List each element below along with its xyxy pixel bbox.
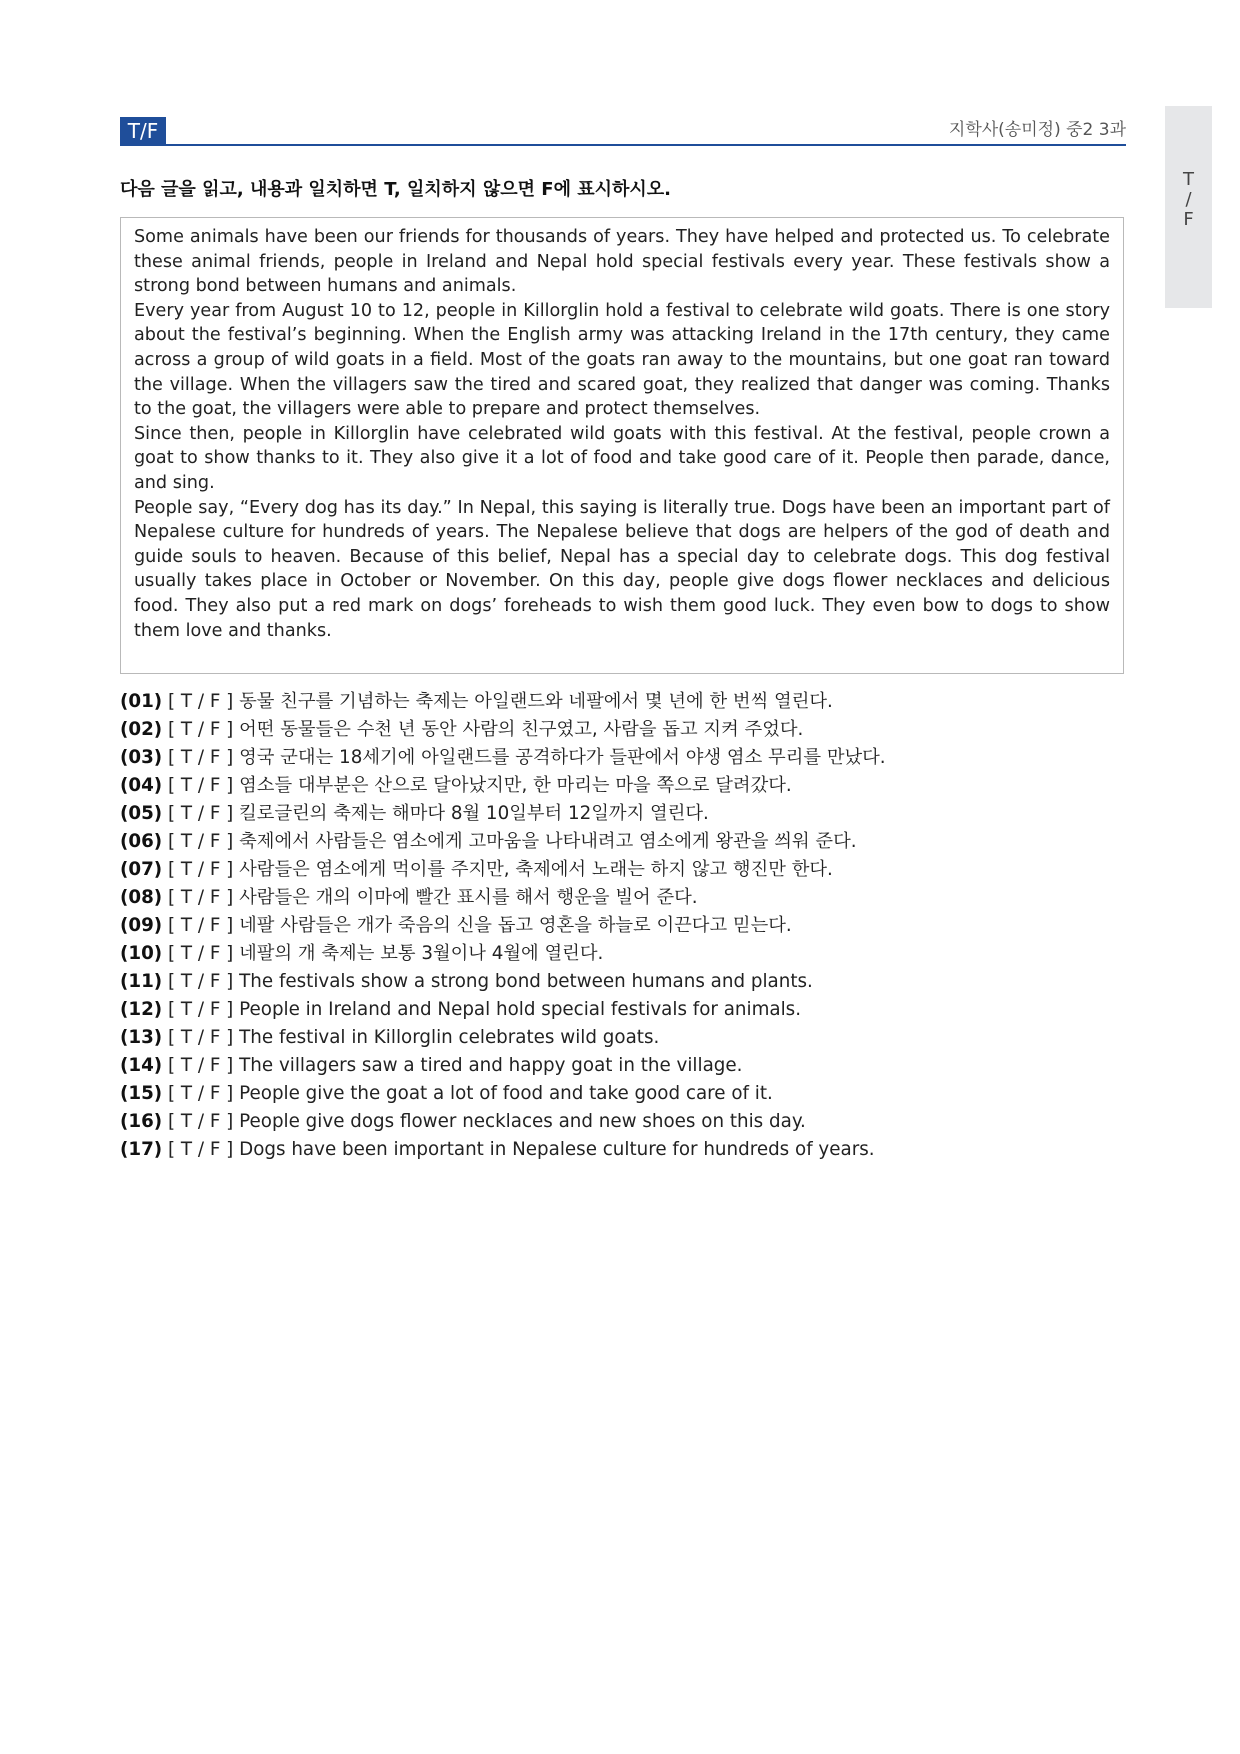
statement-item [120, 688, 1130, 716]
statement-number: (09) [120, 915, 163, 936]
statement-list [120, 688, 1130, 1164]
section-badge: T/F [120, 117, 166, 145]
tf-choice[interactable]: [ T / F ] [167, 1027, 234, 1048]
tf-choice[interactable]: [ T / F ] [167, 747, 234, 768]
statement-text: 축제에서 사람들은 염소에게 고마움을 나타내려고 염소에게 왕관을 씌워 준다. [239, 831, 857, 852]
statement-item [120, 884, 1130, 912]
statement-text: 동물 친구를 기념하는 축제는 아일랜드와 네팔에서 몇 년에 한 번씩 열린다. [239, 691, 833, 712]
instruction-text: 다음 글을 읽고, 내용과 일치하면 T, 일치하지 않으면 F에 표시하시오. [120, 179, 672, 200]
statement-number: (15) [120, 1083, 163, 1104]
tf-choice[interactable]: [ T / F ] [167, 691, 234, 712]
statement-number: (07) [120, 859, 163, 880]
tf-choice[interactable]: [ T / F ] [167, 887, 234, 908]
statement-number: (03) [120, 747, 163, 768]
side-tab-letter: / [1185, 189, 1192, 210]
statement-number: (08) [120, 887, 163, 908]
side-tab-letter: F [1183, 209, 1194, 230]
statement-item [120, 940, 1130, 968]
statement-item [120, 1052, 1130, 1080]
header-divider [120, 144, 1126, 146]
statement-text: 어떤 동물들은 수천 년 동안 사람의 친구였고, 사람을 돕고 지켜 주었다. [239, 719, 804, 740]
statement-text: Dogs have been important in Nepalese culture for hundreds of years. [239, 1139, 875, 1160]
tf-choice[interactable]: [ T / F ] [167, 719, 234, 740]
statement-item [120, 716, 1130, 744]
statement-text: 네팔의 개 축제는 보통 3월이나 4월에 열린다. [239, 943, 604, 964]
statement-item [120, 912, 1130, 940]
statement-number: (06) [120, 831, 163, 852]
statement-item [120, 800, 1130, 828]
statement-number: (14) [120, 1055, 163, 1076]
statement-number: (13) [120, 1027, 163, 1048]
statement-number: (16) [120, 1111, 163, 1132]
statement-item [120, 968, 1130, 996]
tf-choice[interactable]: [ T / F ] [167, 803, 234, 824]
statement-text: 영국 군대는 18세기에 아일랜드를 공격하다가 들판에서 야생 염소 무리를 만났다. [239, 747, 886, 768]
statement-item [120, 1136, 1130, 1164]
passage-paragraph: Every year from August 10 to 12, people in Killorglin hold a festival to celebrate wild goats. There is one story about the festival’s beginning. When the English army was attacking Ireland in the 17th century, they came across a group of wild goats in a field. Most of the goats ran away to the mountains, but one goat ran toward the village. When the villagers saw the tired and scared goat, they realized that danger was coming. Thanks to the goat, the villagers were able to prepare and protect themselves. [134, 300, 1110, 420]
statement-text: 사람들은 염소에게 먹이를 주지만, 축제에서 노래는 하지 않고 행진만 한다. [239, 859, 833, 880]
statement-text: 네팔 사람들은 개가 죽음의 신을 돕고 영혼을 하늘로 이끈다고 믿는다. [239, 915, 792, 936]
passage-paragraph: People say, “Every dog has its day.” In Nepal, this saying is literally true. Dogs have been an important part of Nepalese culture for hundreds of years. The Nepalese believe that dogs are helpers of the god of death and guide souls to heaven. Because of this belief, Nepal has a special day to celebrate dogs. This dog festival usually takes place in October or November. On this day, people give dogs flower necklaces and delicious food. They also put a red mark on dogs’ foreheads to wish them good luck. They even bow to dogs to show them love and thanks. [134, 497, 1110, 641]
statement-text: People give the goat a lot of food and take good care of it. [239, 1083, 773, 1104]
statement-number: (17) [120, 1139, 163, 1160]
statement-item [120, 744, 1130, 772]
statement-item [120, 1108, 1130, 1136]
statement-number: (12) [120, 999, 163, 1020]
statement-text: 염소들 대부분은 산으로 달아났지만, 한 마리는 마을 쪽으로 달려갔다. [239, 775, 792, 796]
tf-choice[interactable]: [ T / F ] [167, 775, 234, 796]
tf-choice[interactable]: [ T / F ] [167, 1055, 234, 1076]
tf-choice[interactable]: [ T / F ] [167, 999, 234, 1020]
statement-item [120, 1024, 1130, 1052]
passage-paragraph: Since then, people in Killorglin have celebrated wild goats with this festival. At the festival, people crown a goat to show thanks to it. They also give it a lot of food and take good care of it. People then parade, dance, and sing. [134, 423, 1110, 493]
tf-choice[interactable]: [ T / F ] [167, 1139, 234, 1160]
statement-text: People give dogs flower necklaces and new shoes on this day. [239, 1111, 806, 1132]
statement-text: 사람들은 개의 이마에 빨간 표시를 해서 행운을 빌어 준다. [239, 887, 698, 908]
tf-choice[interactable]: [ T / F ] [167, 1083, 234, 1104]
tf-choice[interactable]: [ T / F ] [167, 859, 234, 880]
side-index-tab [1165, 106, 1212, 308]
statement-number: (02) [120, 719, 163, 740]
statement-item [120, 772, 1130, 800]
statement-item [120, 1080, 1130, 1108]
statement-number: (05) [120, 803, 163, 824]
passage-paragraph: Some animals have been our friends for thousands of years. They have helped and protected us. To celebrate these animal friends, people in Ireland and Nepal hold special festivals every year. These festivals show a strong bond between humans and animals. [134, 227, 1110, 297]
document-reference: 지학사(송미정) 중2 3과 [948, 120, 1126, 140]
statement-text: The festival in Killorglin celebrates wild goats. [239, 1027, 660, 1048]
statement-text: People in Ireland and Nepal hold special festivals for animals. [239, 999, 802, 1020]
statement-number: (04) [120, 775, 163, 796]
statement-item [120, 828, 1130, 856]
tf-choice[interactable]: [ T / F ] [167, 831, 234, 852]
tf-choice[interactable]: [ T / F ] [167, 915, 234, 936]
statement-number: (11) [120, 971, 163, 992]
statement-number: (10) [120, 943, 163, 964]
statement-number: (01) [120, 691, 163, 712]
side-tab-letter: T [1183, 169, 1194, 190]
tf-choice[interactable]: [ T / F ] [167, 943, 234, 964]
statement-text: The festivals show a strong bond between humans and plants. [239, 971, 813, 992]
statement-item [120, 996, 1130, 1024]
statement-text: The villagers saw a tired and happy goat in the village. [239, 1055, 743, 1076]
statement-text: 킬로글린의 축제는 해마다 8월 10일부터 12일까지 열린다. [239, 803, 709, 824]
tf-choice[interactable]: [ T / F ] [167, 971, 234, 992]
reading-passage [120, 217, 1124, 674]
tf-choice[interactable]: [ T / F ] [167, 1111, 234, 1132]
statement-item [120, 856, 1130, 884]
